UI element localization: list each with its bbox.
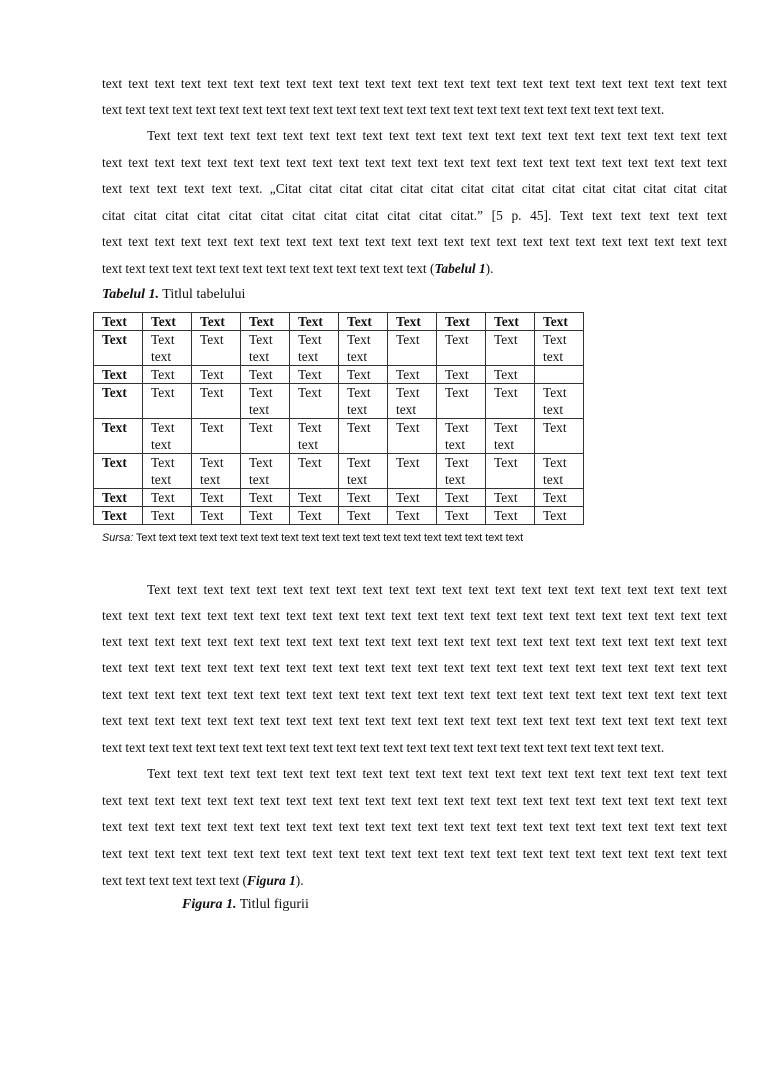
table-cell: Text text (388, 384, 437, 419)
table-cell: Text (241, 507, 290, 525)
table-header-cell: Text (486, 313, 535, 331)
table-header-cell: Text (143, 313, 192, 331)
table-source-label: Sursa: (102, 532, 134, 544)
paragraph-4-last-suffix: ). (295, 873, 304, 888)
table-cell: Text text (535, 454, 584, 489)
table-cell: Text text (143, 331, 192, 366)
table-cell: Text (192, 366, 241, 384)
table-header-cell: Text (94, 313, 143, 331)
table-cell: Text text (339, 331, 388, 366)
table-source (102, 532, 523, 545)
paragraph-2-last-line (102, 260, 727, 277)
table-header-cell: Text (388, 313, 437, 331)
paragraph-4-line: text text text text text text text text text text text text text text text text text text text text text text text text (102, 846, 727, 861)
table-cell: Text (486, 454, 535, 489)
table-cell: Text (192, 507, 241, 525)
paragraph-2-last-text: text text text text text text text text text text text text text text ( (102, 261, 435, 276)
paragraph-2-line: text text text text text text text text text text text text text text text text text text text text text text text text (102, 155, 727, 170)
figure-caption (182, 897, 309, 913)
table-row (94, 366, 584, 384)
table-row-header-cell: Text (94, 331, 143, 366)
table-caption-text: Titlul tabelului (159, 287, 246, 302)
table-cell: Text (339, 489, 388, 507)
table-cell: Text (290, 366, 339, 384)
table-cell: Text (339, 366, 388, 384)
table-cell: Text (437, 331, 486, 366)
table-cell: Text text (437, 454, 486, 489)
table-cell: Text (290, 489, 339, 507)
paragraph-3-line: text text text text text text text text text text text text text text text text text text text text text text text text (102, 608, 727, 623)
table-cell: Text (437, 507, 486, 525)
table-cell: Text (143, 507, 192, 525)
table-cell: Text (143, 366, 192, 384)
table-cell: Text (143, 489, 192, 507)
table-cell: Text (241, 419, 290, 454)
table-cell: Text (339, 419, 388, 454)
paragraph-3-line: text text text text text text text text text text text text text text text text text text text text text text text text (102, 713, 727, 728)
table-cell: Text (143, 384, 192, 419)
figure-caption-text: Titlul figurii (236, 897, 309, 912)
table-header-cell: Text (192, 313, 241, 331)
table-row-header-cell: Text (94, 419, 143, 454)
paragraph-4-line: text text text text text text text text text text text text text text text text text text text text text text text text (102, 793, 727, 808)
table-source-text: Text text text text text text text text text text text text text text text text text text text (133, 532, 524, 544)
table-cell: Text text (486, 419, 535, 454)
table-cell: Text (486, 489, 535, 507)
table-cell: Text (339, 507, 388, 525)
paragraph-1-line: text text text text text text text text text text text text text text text text text text text text text text text text (102, 76, 727, 91)
table-cell: Text (388, 507, 437, 525)
table-cell: Text (388, 419, 437, 454)
table-cell: Text (241, 489, 290, 507)
table-cell: Text (535, 489, 584, 507)
figure-reference: Figura 1 (247, 873, 296, 888)
paragraph-3-line: text text text text text text text text text text text text text text text text text text text text text text text text. (102, 740, 665, 755)
table-cell: Text text (290, 419, 339, 454)
table-cell: Text (290, 384, 339, 419)
paragraph-4-line: text text text text text text text text text text text text text text text text text text text text text text text text (102, 819, 727, 834)
table-header-cell: Text (241, 313, 290, 331)
table-cell: Text (388, 366, 437, 384)
table-header-row (94, 313, 584, 331)
table-cell: Text (486, 366, 535, 384)
table-row (94, 419, 584, 454)
paragraph-2-last-suffix: ). (485, 261, 494, 276)
table-cell: Text (241, 366, 290, 384)
paragraph-3-line: text text text text text text text text text text text text text text text text text text text text text text text text (102, 634, 727, 649)
table-header-cell: Text (437, 313, 486, 331)
table-cell: Text (290, 507, 339, 525)
paragraph-2-line: citat citat citat citat citat citat citat citat citat citat citat citat.” [5 p. 45]. Text text text text text text (102, 208, 727, 223)
table-cell: Text (486, 331, 535, 366)
table-cell: Text (486, 384, 535, 419)
table-cell: Text text (290, 331, 339, 366)
table-cell: Text text (143, 419, 192, 454)
table-caption-label: Tabelul 1. (102, 287, 160, 302)
table-header-cell: Text (535, 313, 584, 331)
paragraph-1-line: text text text text text text text text text text text text text text text text text text text text text text text text. (102, 102, 665, 117)
table-cell: Text (388, 331, 437, 366)
table-cell: Text (192, 489, 241, 507)
table-cell: Text (388, 489, 437, 507)
table-cell: Text (388, 454, 437, 489)
table-cell: Text text (143, 454, 192, 489)
table-cell: Text (192, 419, 241, 454)
paragraph-3-line: text text text text text text text text text text text text text text text text text text text text text text text text (102, 687, 727, 702)
table-cell: Text text (339, 454, 388, 489)
table-cell: Text (192, 331, 241, 366)
table-cell: Text text (339, 384, 388, 419)
data-table (93, 312, 584, 525)
paragraph-3-line: Text text text text text text text text text text text text text text text text text text text text text text (147, 582, 727, 597)
table-cell: Text text (437, 419, 486, 454)
table-reference: Tabelul 1 (434, 261, 486, 276)
table-cell: Text (535, 419, 584, 454)
table-cell: Text text (535, 384, 584, 419)
table-row-header-cell: Text (94, 366, 143, 384)
paragraph-2-line: text text text text text text text text text text text text text text text text text text text text text text text text (102, 234, 727, 249)
table-cell: Text text (241, 454, 290, 489)
table-cell: Text (437, 366, 486, 384)
table-row (94, 507, 584, 525)
paragraph-4-last-text: text text text text text text ( (102, 873, 248, 888)
table-cell: Text (437, 489, 486, 507)
table-row-header-cell: Text (94, 454, 143, 489)
table-cell (535, 366, 584, 384)
table-row (94, 489, 584, 507)
table-cell: Text text (192, 454, 241, 489)
table-cell: Text text (535, 331, 584, 366)
table-cell: Text text (241, 384, 290, 419)
paragraph-3-line: text text text text text text text text text text text text text text text text text text text text text text text text (102, 660, 727, 675)
table-cell: Text (535, 507, 584, 525)
paragraph-2-line: text text text text text text. „Citat citat citat citat citat citat citat citat citat citat citat citat citat citat citat (102, 181, 727, 196)
table-cell: Text (192, 384, 241, 419)
paragraph-4-line: Text text text text text text text text text text text text text text text text text text text text text text (147, 766, 727, 781)
figure-caption-label: Figura 1. (182, 897, 237, 912)
table-cell: Text text (241, 331, 290, 366)
table-row (94, 384, 584, 419)
table-row-header-cell: Text (94, 489, 143, 507)
table-row (94, 331, 584, 366)
table-cell: Text (290, 454, 339, 489)
table-cell: Text (437, 384, 486, 419)
table-caption (102, 286, 245, 304)
table-row-header-cell: Text (94, 384, 143, 419)
paragraph-4-last-line (102, 872, 727, 889)
table-row-header-cell: Text (94, 507, 143, 525)
table-header-cell: Text (290, 313, 339, 331)
table-row (94, 454, 584, 489)
paragraph-2-line: Text text text text text text text text text text text text text text text text text text text text text text (147, 128, 727, 143)
table-cell: Text (486, 507, 535, 525)
table-header-cell: Text (339, 313, 388, 331)
